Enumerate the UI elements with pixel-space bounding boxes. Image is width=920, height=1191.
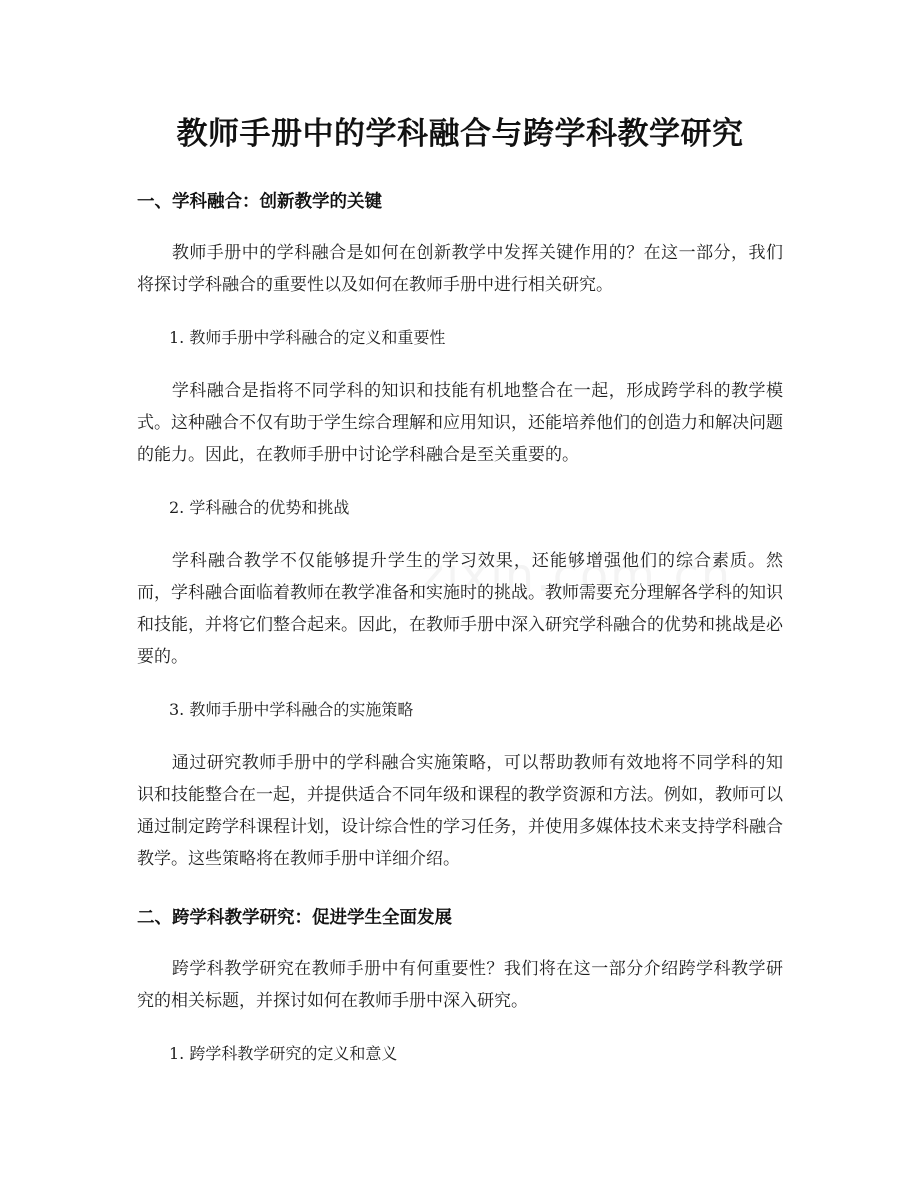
section-1-intro: 教师手册中的学科融合是如何在创新教学中发挥关键作用的？在这一部分，我们将探讨学科融合的重要性以及如何在教师手册中进行相关研究。 <box>137 243 783 295</box>
subsection-1-2-heading: 2. 学科融合的优势和挑战 <box>169 498 350 517</box>
subsection-1-1-heading: 1. 教师手册中学科融合的定义和重要性 <box>169 328 446 347</box>
subsection-1-1-body: 学科融合是指将不同学科的知识和技能有机地整合在一起，形成跨学科的教学模式。这种融合不仅有助于学生综合理解和应用知识，还能培养他们的创造力和解决问题的能力。因此，在教师手册中讨论学科融合是至关重要的。 <box>137 381 783 465</box>
section-heading-1: 一、学科融合：创新教学的关键 <box>137 192 382 212</box>
document-title: 教师手册中的学科融合与跨学科教学研究 <box>176 116 744 152</box>
subsection-2-1-heading: 1. 跨学科教学研究的定义和意义 <box>169 1044 398 1063</box>
subsection-1-2-body: 学科融合教学不仅能够提升学生的学习效果，还能够增强他们的综合素质。然而，学科融合面临着教师在教学准备和实施时的挑战。教师需要充分理解各学科的知识和技能，并将它们整合起来。因此，在教师手册中深入研究学科融合的优势和挑战是必要的。 <box>137 551 783 667</box>
section-heading-2: 二、跨学科教学研究：促进学生全面发展 <box>137 908 452 928</box>
subsection-1-3-heading: 3. 教师手册中学科融合的实施策略 <box>169 700 414 719</box>
section-2-intro: 跨学科教学研究在教师手册中有何重要性？我们将在这一部分介绍跨学科教学研究的相关标题，并探讨如何在教师手册中深入研究。 <box>137 959 783 1011</box>
subsection-1-3-body: 通过研究教师手册中的学科融合实施策略，可以帮助教师有效地将不同学科的知识和技能整合在一起，并提供适合不同年级和课程的教学资源和方法。例如，教师可以通过制定跨学科课程计划，设计综合性的学习任务，并使用多媒体技术来支持学科融合教学。这些策略将在教师手册中详细介绍。 <box>137 753 783 869</box>
